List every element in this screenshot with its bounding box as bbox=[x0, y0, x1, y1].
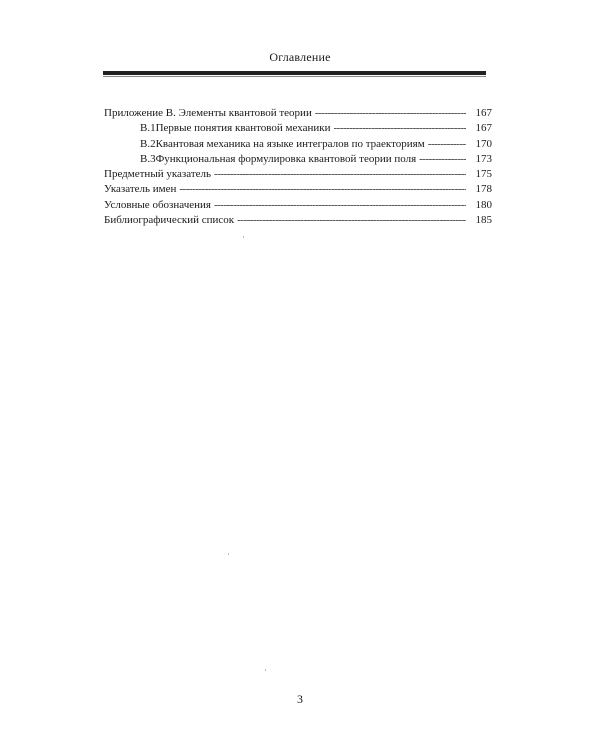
toc-entry-title: Условные обозначения bbox=[104, 198, 211, 211]
toc-leader bbox=[179, 182, 466, 197]
toc-entry-title: Первые понятия квантовой механики bbox=[155, 122, 331, 135]
toc-leader bbox=[214, 167, 466, 182]
toc-entry-page: 173 bbox=[475, 152, 492, 165]
toc-entry-page: 180 bbox=[475, 198, 492, 211]
toc-entry-name-index[interactable] bbox=[104, 182, 492, 197]
toc-entry-bibliography[interactable] bbox=[104, 213, 492, 228]
page-number: 3 bbox=[297, 692, 303, 706]
toc-entry-title: Указатель имен bbox=[104, 183, 177, 196]
toc-entry-title: Библиографический список bbox=[104, 214, 235, 227]
toc-entry-b1[interactable] bbox=[104, 121, 492, 136]
toc-entry-title: Предметный указатель bbox=[104, 168, 212, 181]
page-title: Оглавление bbox=[269, 50, 331, 64]
toc-leader bbox=[315, 106, 466, 121]
header-rule bbox=[103, 71, 486, 75]
toc-leader bbox=[237, 213, 466, 228]
toc-entry-b3[interactable] bbox=[104, 152, 492, 167]
toc-entry-page: 167 bbox=[475, 107, 492, 119]
toc-entry-number: B.3 bbox=[140, 152, 156, 165]
scan-speck bbox=[228, 553, 229, 555]
toc-entry-subject-index[interactable] bbox=[104, 167, 492, 182]
toc-entry-title: Квантовая механика на языке интегралов по траекториям bbox=[155, 137, 425, 150]
toc-leader bbox=[214, 198, 466, 213]
toc-entry-title: Функциональная формулировка квантовой теории поля bbox=[155, 152, 417, 165]
toc-entry-page: 175 bbox=[475, 168, 492, 181]
toc-entry-page: 178 bbox=[475, 183, 492, 196]
toc-entry-page: 170 bbox=[475, 137, 492, 150]
scan-speck bbox=[265, 669, 266, 671]
header-rule-shadow bbox=[103, 76, 486, 77]
toc-entry-number: B.1 bbox=[140, 122, 156, 135]
toc-entry-page: 185 bbox=[475, 214, 492, 227]
toc-entry-page: 167 bbox=[475, 122, 492, 135]
toc-entry-number: B.2 bbox=[140, 137, 156, 150]
toc-entry-b2[interactable] bbox=[104, 137, 492, 152]
scan-speck bbox=[243, 236, 244, 238]
toc-entry-appendix-b[interactable] bbox=[104, 106, 492, 121]
toc-entry-notation[interactable] bbox=[104, 198, 492, 213]
table-of-contents bbox=[104, 106, 492, 228]
toc-leader bbox=[428, 137, 466, 152]
toc-leader bbox=[334, 121, 467, 136]
toc-entry-title: Приложение В. Элементы квантовой теории bbox=[104, 107, 312, 119]
toc-leader bbox=[419, 152, 466, 167]
